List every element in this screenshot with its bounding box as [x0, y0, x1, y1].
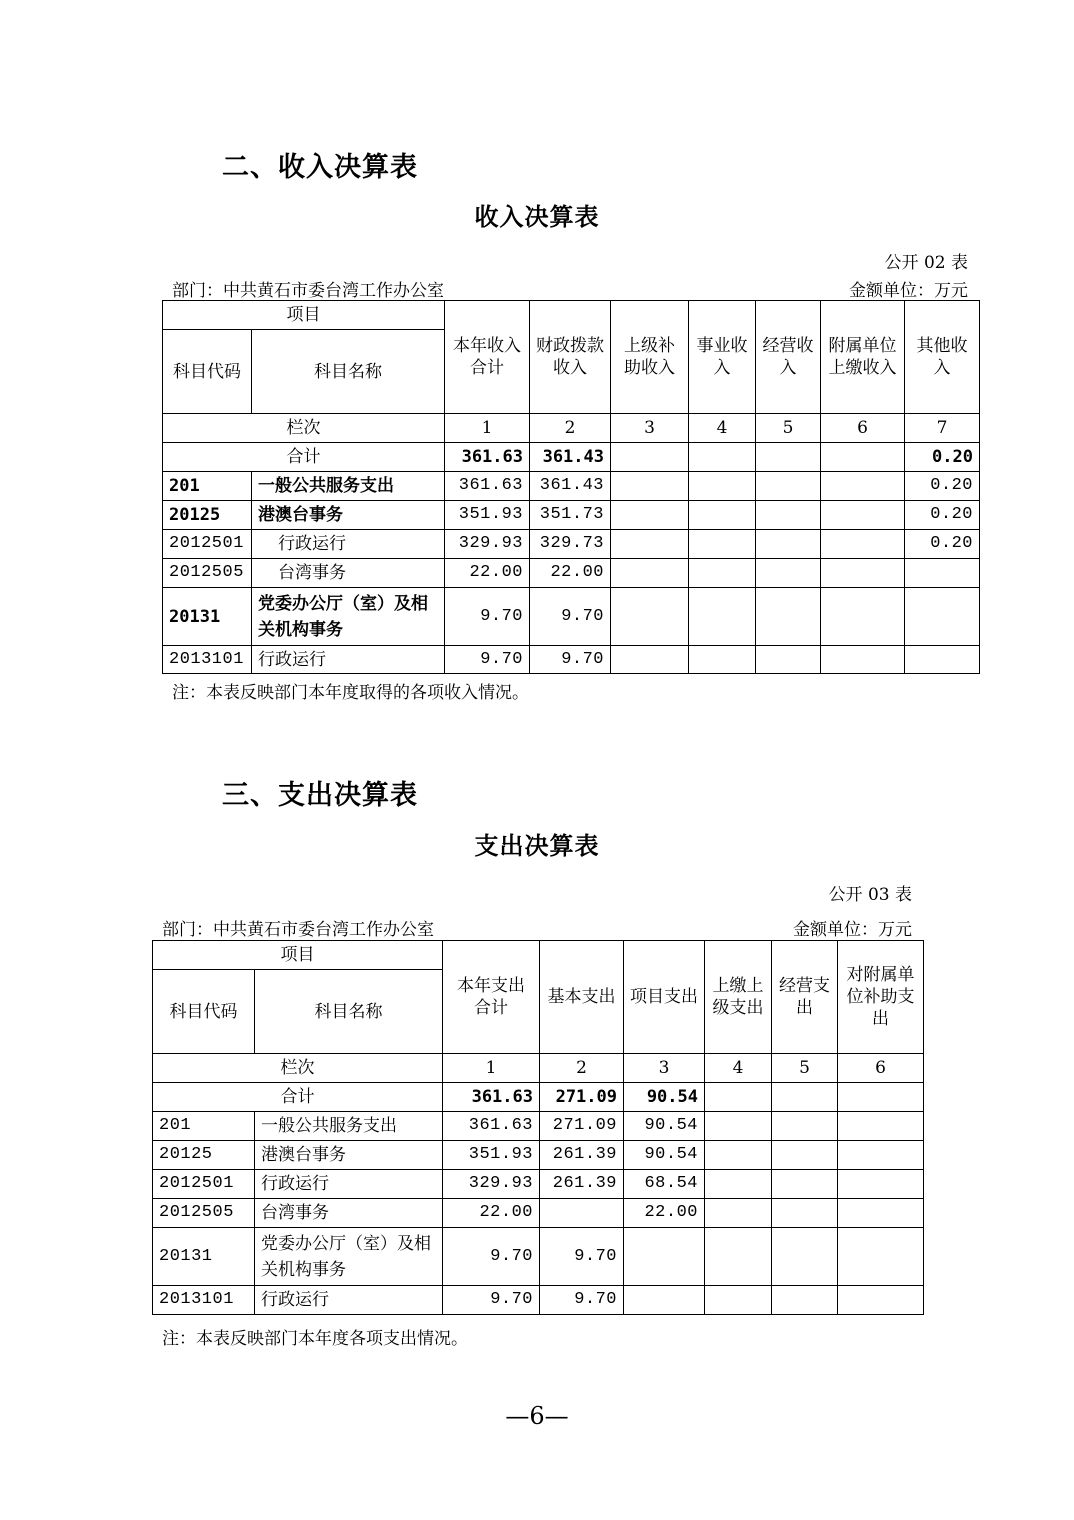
- income-total-label: 合计: [163, 443, 445, 472]
- income-value: [821, 646, 905, 674]
- expense-total-value: [772, 1083, 838, 1112]
- expense-value: 22.00: [443, 1199, 540, 1228]
- income-column-number: 6: [821, 414, 905, 443]
- expense-column-number: 4: [705, 1054, 772, 1083]
- income-total-value: [689, 443, 756, 472]
- income-section-heading: 二、收入决算表: [222, 152, 418, 183]
- income-value: [905, 559, 980, 588]
- subject-name: 台湾事务: [255, 1199, 443, 1228]
- income-unit: 金额单位：万元: [849, 281, 968, 301]
- income-value: 9.70: [530, 588, 611, 646]
- income-column-number: 5: [756, 414, 821, 443]
- income-header-col-6: 附属单位上缴收入: [821, 301, 905, 414]
- expense-header-col-1: 本年支出合计: [443, 941, 540, 1054]
- income-total-value: 361.63: [445, 443, 530, 472]
- expense-header-col-4: 上缴上级支出: [705, 941, 772, 1054]
- income-value: [756, 646, 821, 674]
- subject-code: 201: [153, 1112, 255, 1141]
- income-value: [611, 501, 689, 530]
- subject-name: 台湾事务: [252, 559, 445, 588]
- expense-unit: 金额单位：万元: [793, 920, 912, 940]
- expense-value: [705, 1286, 772, 1315]
- expense-value: 271.09: [540, 1112, 624, 1141]
- income-value: [611, 530, 689, 559]
- expense-value: [772, 1141, 838, 1170]
- expense-column-number: 5: [772, 1054, 838, 1083]
- table-row: [153, 1228, 924, 1286]
- table-row: [163, 588, 980, 646]
- income-total-value: [821, 443, 905, 472]
- income-header-col-4: 事业收入: [689, 301, 756, 414]
- income-value: [756, 559, 821, 588]
- expense-value: 90.54: [624, 1141, 705, 1170]
- expense-value: [705, 1141, 772, 1170]
- income-value: [611, 472, 689, 501]
- income-value: 9.70: [530, 646, 611, 674]
- income-column-number: 1: [445, 414, 530, 443]
- income-column-number: 7: [905, 414, 980, 443]
- income-value: 9.70: [445, 646, 530, 674]
- income-value: 22.00: [530, 559, 611, 588]
- expense-value: 68.54: [624, 1170, 705, 1199]
- subject-name: 行政运行: [252, 530, 445, 559]
- income-header-code: 科目代码: [163, 330, 252, 414]
- expense-value: 22.00: [624, 1199, 705, 1228]
- expense-value: [540, 1199, 624, 1228]
- expense-section-heading: 三、支出决算表: [222, 780, 418, 811]
- subject-code: 20131: [163, 588, 252, 646]
- table-row: [163, 530, 980, 559]
- income-value: [611, 588, 689, 646]
- subject-code: 2012505: [153, 1199, 255, 1228]
- income-column-number: 4: [689, 414, 756, 443]
- expense-column-number: 6: [838, 1054, 924, 1083]
- table-row: [153, 1141, 924, 1170]
- expense-value: [838, 1199, 924, 1228]
- expense-value: [838, 1170, 924, 1199]
- income-header-col-7: 其他收入: [905, 301, 980, 414]
- income-total-value: 0.20: [905, 443, 980, 472]
- expense-value: 9.70: [540, 1286, 624, 1315]
- income-header-col-5: 经营收入: [756, 301, 821, 414]
- expense-total-label: 合计: [153, 1083, 443, 1112]
- subject-name: 行政运行: [252, 646, 445, 674]
- income-value: [756, 472, 821, 501]
- expense-value: 9.70: [443, 1228, 540, 1286]
- income-value: 351.93: [445, 501, 530, 530]
- income-value: [689, 646, 756, 674]
- income-header-name: 科目名称: [252, 330, 445, 414]
- expense-header-name: 科目名称: [255, 970, 443, 1054]
- table-row: [153, 1170, 924, 1199]
- expense-header-col-2: 基本支出: [540, 941, 624, 1054]
- expense-value: [624, 1228, 705, 1286]
- income-value: [611, 646, 689, 674]
- expense-total-value: [705, 1083, 772, 1112]
- expense-value: [705, 1199, 772, 1228]
- subject-name: 党委办公厅（室）及相关机构事务: [252, 588, 445, 646]
- subject-code: 2012501: [153, 1170, 255, 1199]
- expense-form-number: 公开 03 表: [828, 885, 912, 905]
- expense-column-number: 2: [540, 1054, 624, 1083]
- income-value: 0.20: [905, 530, 980, 559]
- subject-name: 一般公共服务支出: [255, 1112, 443, 1141]
- expense-total-value: 271.09: [540, 1083, 624, 1112]
- income-value: [689, 588, 756, 646]
- expense-header-col-6: 对附属单位补助支出: [838, 941, 924, 1054]
- expense-value: [705, 1170, 772, 1199]
- income-header-item: 项目: [163, 301, 445, 330]
- income-value: 361.43: [530, 472, 611, 501]
- income-total-value: 361.43: [530, 443, 611, 472]
- expense-value: [772, 1228, 838, 1286]
- expense-total-value: 90.54: [624, 1083, 705, 1112]
- expense-value: [772, 1112, 838, 1141]
- expense-value: [838, 1286, 924, 1315]
- income-note: 注：本表反映部门本年度取得的各项收入情况。: [172, 683, 529, 703]
- expense-total-row: [153, 1083, 924, 1112]
- income-value: [821, 530, 905, 559]
- table-row: [163, 472, 980, 501]
- subject-code: 2012501: [163, 530, 252, 559]
- expense-header-col-3: 项目支出: [624, 941, 705, 1054]
- subject-name: 行政运行: [255, 1170, 443, 1199]
- subject-code: 20125: [153, 1141, 255, 1170]
- income-value: [689, 559, 756, 588]
- expense-department: 部门：中共黄石市委台湾工作办公室: [162, 920, 434, 940]
- income-value: [756, 588, 821, 646]
- expense-value: [772, 1199, 838, 1228]
- subject-code: 20131: [153, 1228, 255, 1286]
- subject-code: 2013101: [163, 646, 252, 674]
- subject-code: 2013101: [153, 1286, 255, 1315]
- subject-code: 201: [163, 472, 252, 501]
- income-total-value: [611, 443, 689, 472]
- income-value: [821, 501, 905, 530]
- income-value: 361.63: [445, 472, 530, 501]
- income-value: [821, 559, 905, 588]
- expense-column-number: 3: [624, 1054, 705, 1083]
- income-value: [821, 472, 905, 501]
- expense-header-col-5: 经营支出: [772, 941, 838, 1054]
- income-table: [162, 300, 980, 674]
- income-value: 9.70: [445, 588, 530, 646]
- subject-name: 行政运行: [255, 1286, 443, 1315]
- expense-value: [838, 1112, 924, 1141]
- expense-table: [152, 940, 924, 1315]
- income-total-row: [163, 443, 980, 472]
- income-value: [689, 530, 756, 559]
- income-value: [905, 588, 980, 646]
- expense-value: 261.39: [540, 1141, 624, 1170]
- income-value: 329.93: [445, 530, 530, 559]
- income-value: 0.20: [905, 501, 980, 530]
- income-value: [689, 472, 756, 501]
- table-row: [163, 646, 980, 674]
- expense-value: [772, 1170, 838, 1199]
- expense-value: 361.63: [443, 1112, 540, 1141]
- expense-value: 261.39: [540, 1170, 624, 1199]
- subject-code: 2012505: [163, 559, 252, 588]
- expense-value: 9.70: [540, 1228, 624, 1286]
- income-total-value: [756, 443, 821, 472]
- subject-name: 港澳台事务: [252, 501, 445, 530]
- subject-code: 20125: [163, 501, 252, 530]
- table-row: [163, 559, 980, 588]
- income-value: [821, 588, 905, 646]
- expense-column-row-label: 栏次: [153, 1054, 443, 1083]
- table-row: [163, 501, 980, 530]
- subject-name: 党委办公厅（室）及相关机构事务: [255, 1228, 443, 1286]
- income-column-row-label: 栏次: [163, 414, 445, 443]
- income-value: [756, 501, 821, 530]
- expense-value: [838, 1141, 924, 1170]
- income-value: 0.20: [905, 472, 980, 501]
- income-value: [756, 530, 821, 559]
- expense-total-value: 361.63: [443, 1083, 540, 1112]
- table-row: [153, 1112, 924, 1141]
- expense-value: [772, 1286, 838, 1315]
- expense-value: 90.54: [624, 1112, 705, 1141]
- income-value: 351.73: [530, 501, 611, 530]
- income-value: [611, 559, 689, 588]
- income-value: 329.73: [530, 530, 611, 559]
- expense-value: 329.93: [443, 1170, 540, 1199]
- expense-header-code: 科目代码: [153, 970, 255, 1054]
- expense-value: [705, 1228, 772, 1286]
- subject-name: 港澳台事务: [255, 1141, 443, 1170]
- expense-total-value: [838, 1083, 924, 1112]
- income-column-number: 3: [611, 414, 689, 443]
- income-table-title: 收入决算表: [474, 203, 600, 231]
- expense-value: 351.93: [443, 1141, 540, 1170]
- income-column-number: 2: [530, 414, 611, 443]
- income-value: 22.00: [445, 559, 530, 588]
- income-value: [689, 501, 756, 530]
- income-header-col-1: 本年收入合计: [445, 301, 530, 414]
- income-department: 部门：中共黄石市委台湾工作办公室: [172, 281, 444, 301]
- table-row: [153, 1199, 924, 1228]
- table-row: [153, 1286, 924, 1315]
- subject-name: 一般公共服务支出: [252, 472, 445, 501]
- expense-value: 9.70: [443, 1286, 540, 1315]
- expense-header-item: 项目: [153, 941, 443, 970]
- expense-value: [838, 1228, 924, 1286]
- expense-value: [624, 1286, 705, 1315]
- income-header-col-2: 财政拨款收入: [530, 301, 611, 414]
- income-value: [905, 646, 980, 674]
- page-number: —6—: [505, 1402, 569, 1430]
- income-form-number: 公开 02 表: [884, 253, 968, 273]
- income-header-col-3: 上级补助收入: [611, 301, 689, 414]
- expense-note: 注：本表反映部门本年度各项支出情况。: [162, 1329, 468, 1349]
- expense-table-title: 支出决算表: [474, 832, 600, 860]
- expense-column-number: 1: [443, 1054, 540, 1083]
- expense-value: [705, 1112, 772, 1141]
